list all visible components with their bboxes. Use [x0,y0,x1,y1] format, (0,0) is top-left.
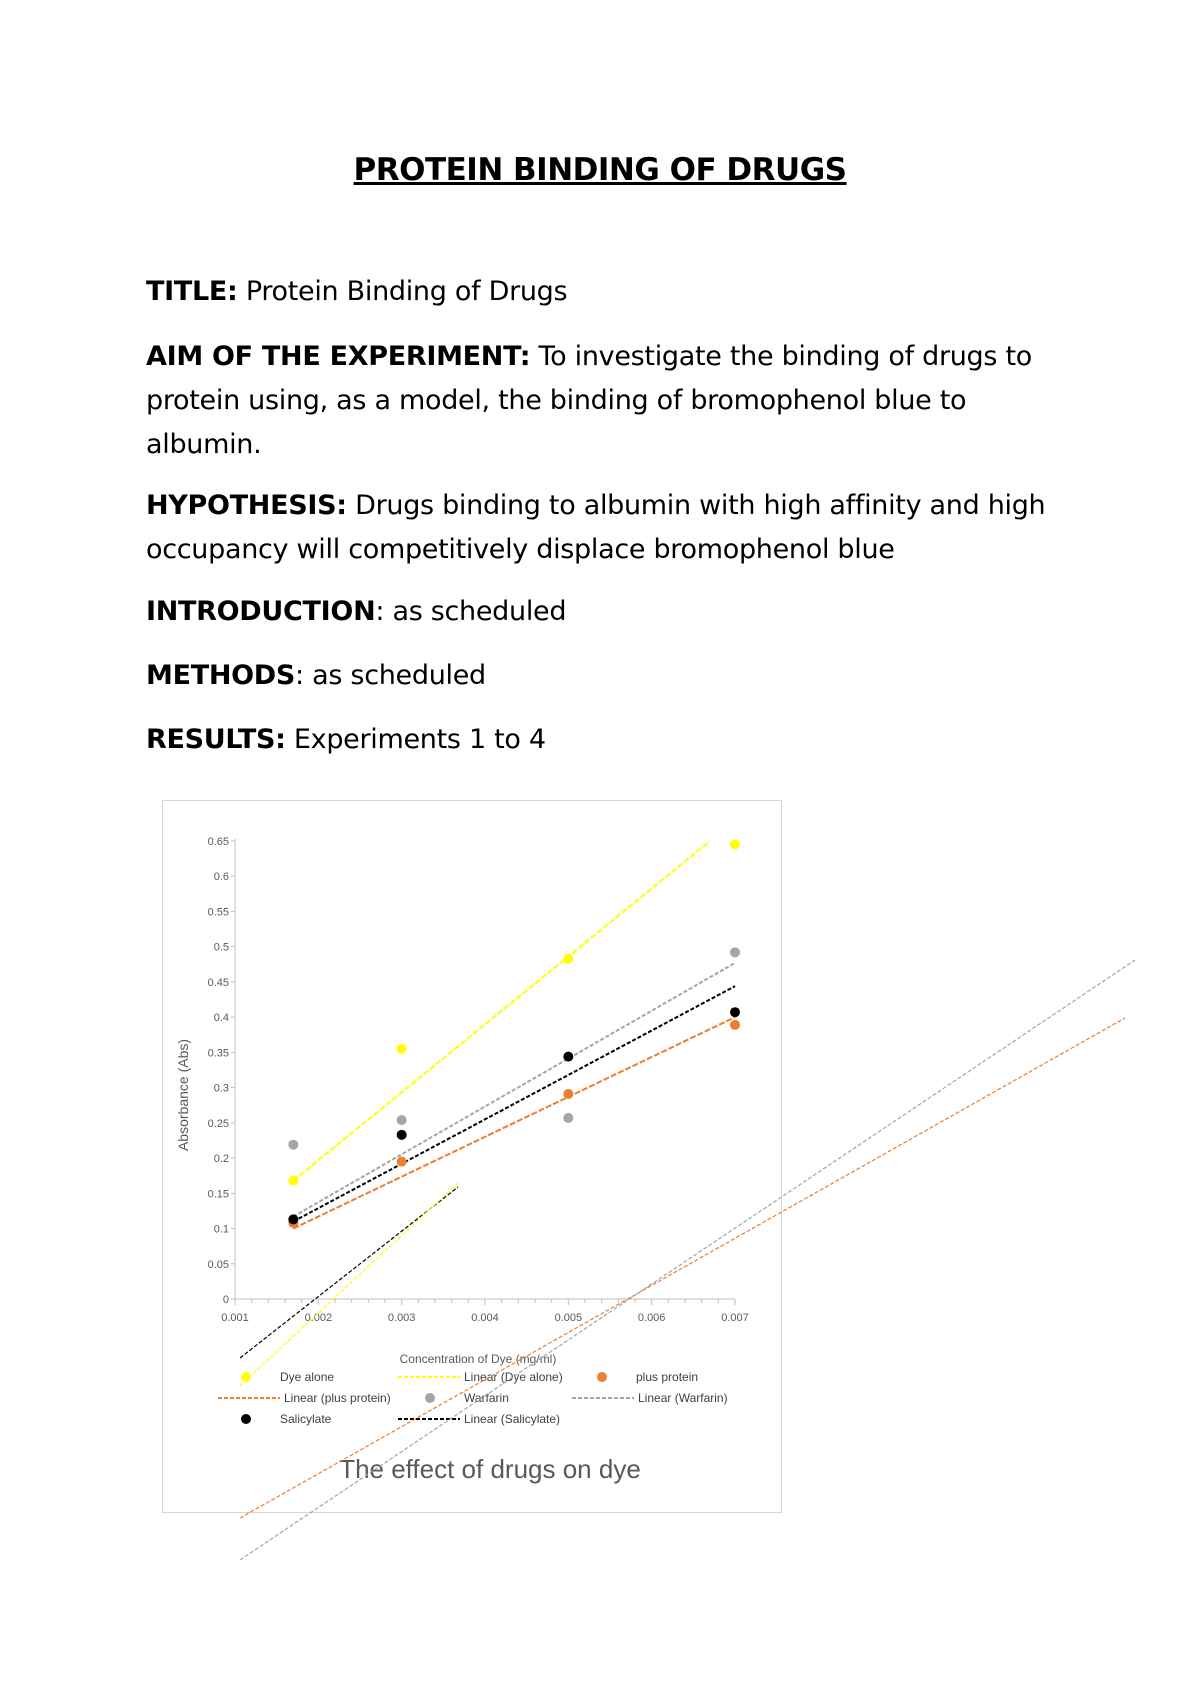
y-tick-label: 0.05 [207,1258,229,1271]
section-hypothesis-label: HYPOTHESIS: [146,490,347,521]
x-tick-label: 0.003 [387,1312,416,1324]
legend-trend-label-salicylate: Linear (Salicylate) [464,1412,561,1426]
y-tick-label: 0.25 [207,1117,229,1130]
section-methods-label: METHODS [146,660,296,691]
data-point-salicylate [397,1130,407,1140]
x-tick-label: 0.002 [304,1312,333,1324]
data-point-warfarin [397,1115,407,1125]
x-axis-title: Concentration of Dye (mg/ml) [399,1352,557,1366]
x-tick-label: 0.007 [721,1312,749,1324]
x-tick-label: 0.006 [637,1312,666,1324]
y-tick-label: 0.4 [213,1012,229,1025]
y-axis-title: Absorbance (Abs) [175,1038,191,1152]
data-point-dye-alone [288,1176,298,1186]
y-tick-label: 0.15 [207,1188,229,1201]
section-results-text: Experiments 1 to 4 [293,724,546,755]
x-tick-label: 0.005 [554,1312,583,1324]
legend-trend-label-warfarin: Linear (Warfarin) [638,1391,728,1405]
trendline-plus-protein [293,1017,735,1228]
section-introduction-label: INTRODUCTION [146,596,376,627]
section-title-label: TITLE: [146,276,238,307]
data-point-dye-alone [397,1044,407,1054]
data-point-dye-alone [730,840,740,850]
y-tick-label: 0.5 [213,941,229,954]
chart-title: The effect of drugs on dye [339,1454,641,1484]
section-introduction-text: : as scheduled [375,596,567,627]
legend-trend-label-dye-alone: Linear (Dye alone) [464,1370,563,1384]
legend-label-plus-protein: plus protein [636,1370,699,1384]
x-tick-label: 0.001 [221,1312,249,1324]
y-tick-label: 0 [222,1294,229,1306]
data-point-plus-protein [397,1157,407,1167]
legend-label-dye-alone: Dye alone [280,1370,335,1384]
data-point-warfarin [288,1140,298,1150]
legend-label-salicylate: Salicylate [280,1412,332,1426]
x-tick-label: 0.004 [471,1312,499,1324]
section-results-label: RESULTS: [146,724,286,755]
data-point-warfarin [730,947,740,957]
y-tick-label: 0.2 [213,1153,229,1166]
data-point-salicylate [730,1007,740,1017]
trendline-salicylate [293,986,735,1221]
data-point-warfarin [563,1113,573,1123]
legend-marker-salicylate [241,1414,251,1424]
y-tick-label: 0.1 [213,1223,229,1236]
trendline-dye-alone [293,841,710,1181]
data-point-plus-protein [730,1020,740,1030]
section-aim-label: AIM OF THE EXPERIMENT: [146,341,531,372]
document-heading: PROTEIN BINDING OF DRUGS [353,152,847,188]
legend-marker-plus-protein [597,1372,607,1382]
y-tick-label: 0.55 [207,906,229,919]
legend-label-warfarin: Warfarin [464,1391,509,1405]
y-tick-label: 0.45 [207,976,229,989]
y-tick-label: 0.35 [207,1047,229,1060]
y-tick-label: 0.6 [213,871,229,884]
y-tick-label: 0.3 [213,1082,229,1095]
data-point-dye-alone [563,954,573,964]
data-point-plus-protein [563,1089,573,1099]
section-methods-text: : as scheduled [295,660,486,691]
legend-marker-warfarin [425,1393,435,1403]
y-tick-label: 0.65 [207,836,229,848]
data-point-salicylate [563,1052,573,1062]
data-point-salicylate [288,1214,298,1224]
stray-protein-line [240,1018,1125,1518]
section-aim-text: To investigate the binding of drugs to protein using, as a model, the binding of bromophenol blue to albumin. [146,341,1032,460]
section-hypothesis-text: Drugs binding to albumin with high affinity and high occupancy will competitively displace bromophenol blue [146,490,1046,565]
legend-trend-label-plus-protein: Linear (plus protein) [284,1391,391,1405]
section-title-text: Protein Binding of Drugs [245,276,568,307]
